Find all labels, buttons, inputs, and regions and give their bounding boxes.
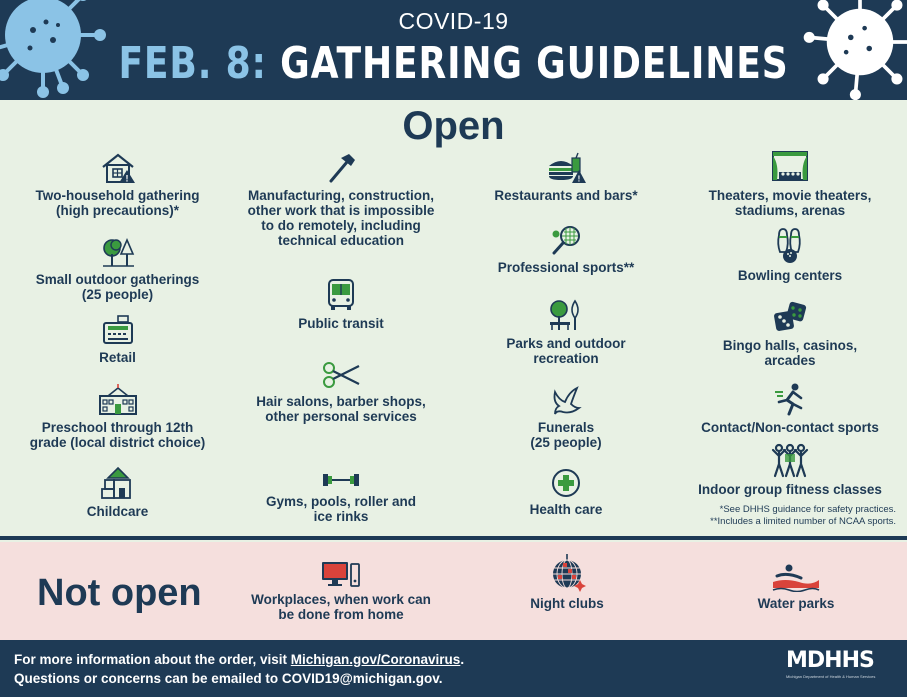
svg-text:!: ! [125,173,128,184]
school-icon [98,384,138,416]
not-open-item-water-parks: Water parks [712,562,880,611]
footer-info-line: For more information about the order, visit Michigan.gov/Coronavirus. [14,652,465,667]
water-slide-icon [771,562,821,592]
bus-icon [323,278,359,312]
open-item-gyms: Gyms, pools, roller and ice rinks [236,470,446,524]
park-icon [547,298,585,332]
cash-register-icon [100,314,136,346]
bowling-icon [773,226,807,264]
not-open-item-workplaces: Workplaces, when work can be done from home [240,560,442,622]
page-title [82,38,826,89]
tennis-icon [548,224,584,256]
footer-email-line: Questions or concerns can be emailed to COVID19@michigan.gov. [14,671,443,686]
open-item-health-care: Health care [478,468,654,517]
logo-subtitle: Michigan Department of Health & Human Services [786,674,876,679]
title-date: FEB. 8: [118,38,267,89]
open-item-theaters: Theaters, movie theaters, stadiums, arenas [686,150,894,218]
open-item-fitness: Indoor group fitness classes [686,442,894,497]
open-heading: Open [402,104,505,148]
title-main: GATHERING GUIDELINES [280,38,789,89]
open-item-sports: Contact/Non-contact sports [686,382,894,435]
dice-icon [772,300,808,334]
dumbbell-icon [320,470,362,490]
disco-ball-icon [548,554,586,592]
not-open-heading: Not open [37,572,202,614]
footer [0,640,907,697]
logo-mark: MDHHS [786,648,874,673]
scissors-icon [321,360,361,390]
fitness-icon [771,442,809,478]
open-item-childcare: Childcare [20,466,215,519]
hammer-icon [323,152,359,184]
header [0,0,907,100]
theater-icon [771,150,809,184]
computer-icon [320,560,362,588]
open-item-bowling: Bowling centers [686,226,894,283]
runner-icon [773,382,807,416]
open-item-hair-salons: Hair salons, barber shops, other personal services [236,360,446,424]
restaurant-icon [545,152,587,184]
open-item-bingo: Bingo halls, casinos, arcades [686,300,894,368]
open-item-funerals: Funerals (25 people) [478,386,654,450]
mdhhs-logo [786,648,875,679]
open-item-preschool: Preschool through 12th grade (local district choice) [20,384,215,450]
trees-icon [100,236,136,268]
health-cross-icon [551,468,581,498]
dove-icon [549,386,583,416]
open-item-two-household: ! Two-household gathering (high precautions)* [20,152,215,218]
divider [0,536,907,540]
open-item-parks: Parks and outdoor recreation [478,298,654,366]
open-item-restaurants: ! Restaurants and bars* [478,152,654,203]
open-item-public-transit: Public transit [236,278,446,331]
open-item-small-outdoor: Small outdoor gatherings (25 people) [20,236,215,302]
open-item-retail: Retail [20,314,215,365]
house-icon [100,152,136,184]
open-item-professional-sports: Professional sports** [478,224,654,275]
footnote: *See DHHS guidance for safety practices. **Includes a limited number of NCAA sports. [710,504,896,527]
childcare-icon [100,466,136,500]
coronavirus-link[interactable]: Michigan.gov/Coronavirus [290,652,461,667]
header-subtitle: COVID-19 [398,8,509,34]
not-open-item-night-clubs: Night clubs [490,554,644,611]
svg-text:!: ! [577,174,581,184]
open-item-manufacturing: Manufacturing, construction, other work that is impossible to do remotely, including technical education [236,152,446,248]
